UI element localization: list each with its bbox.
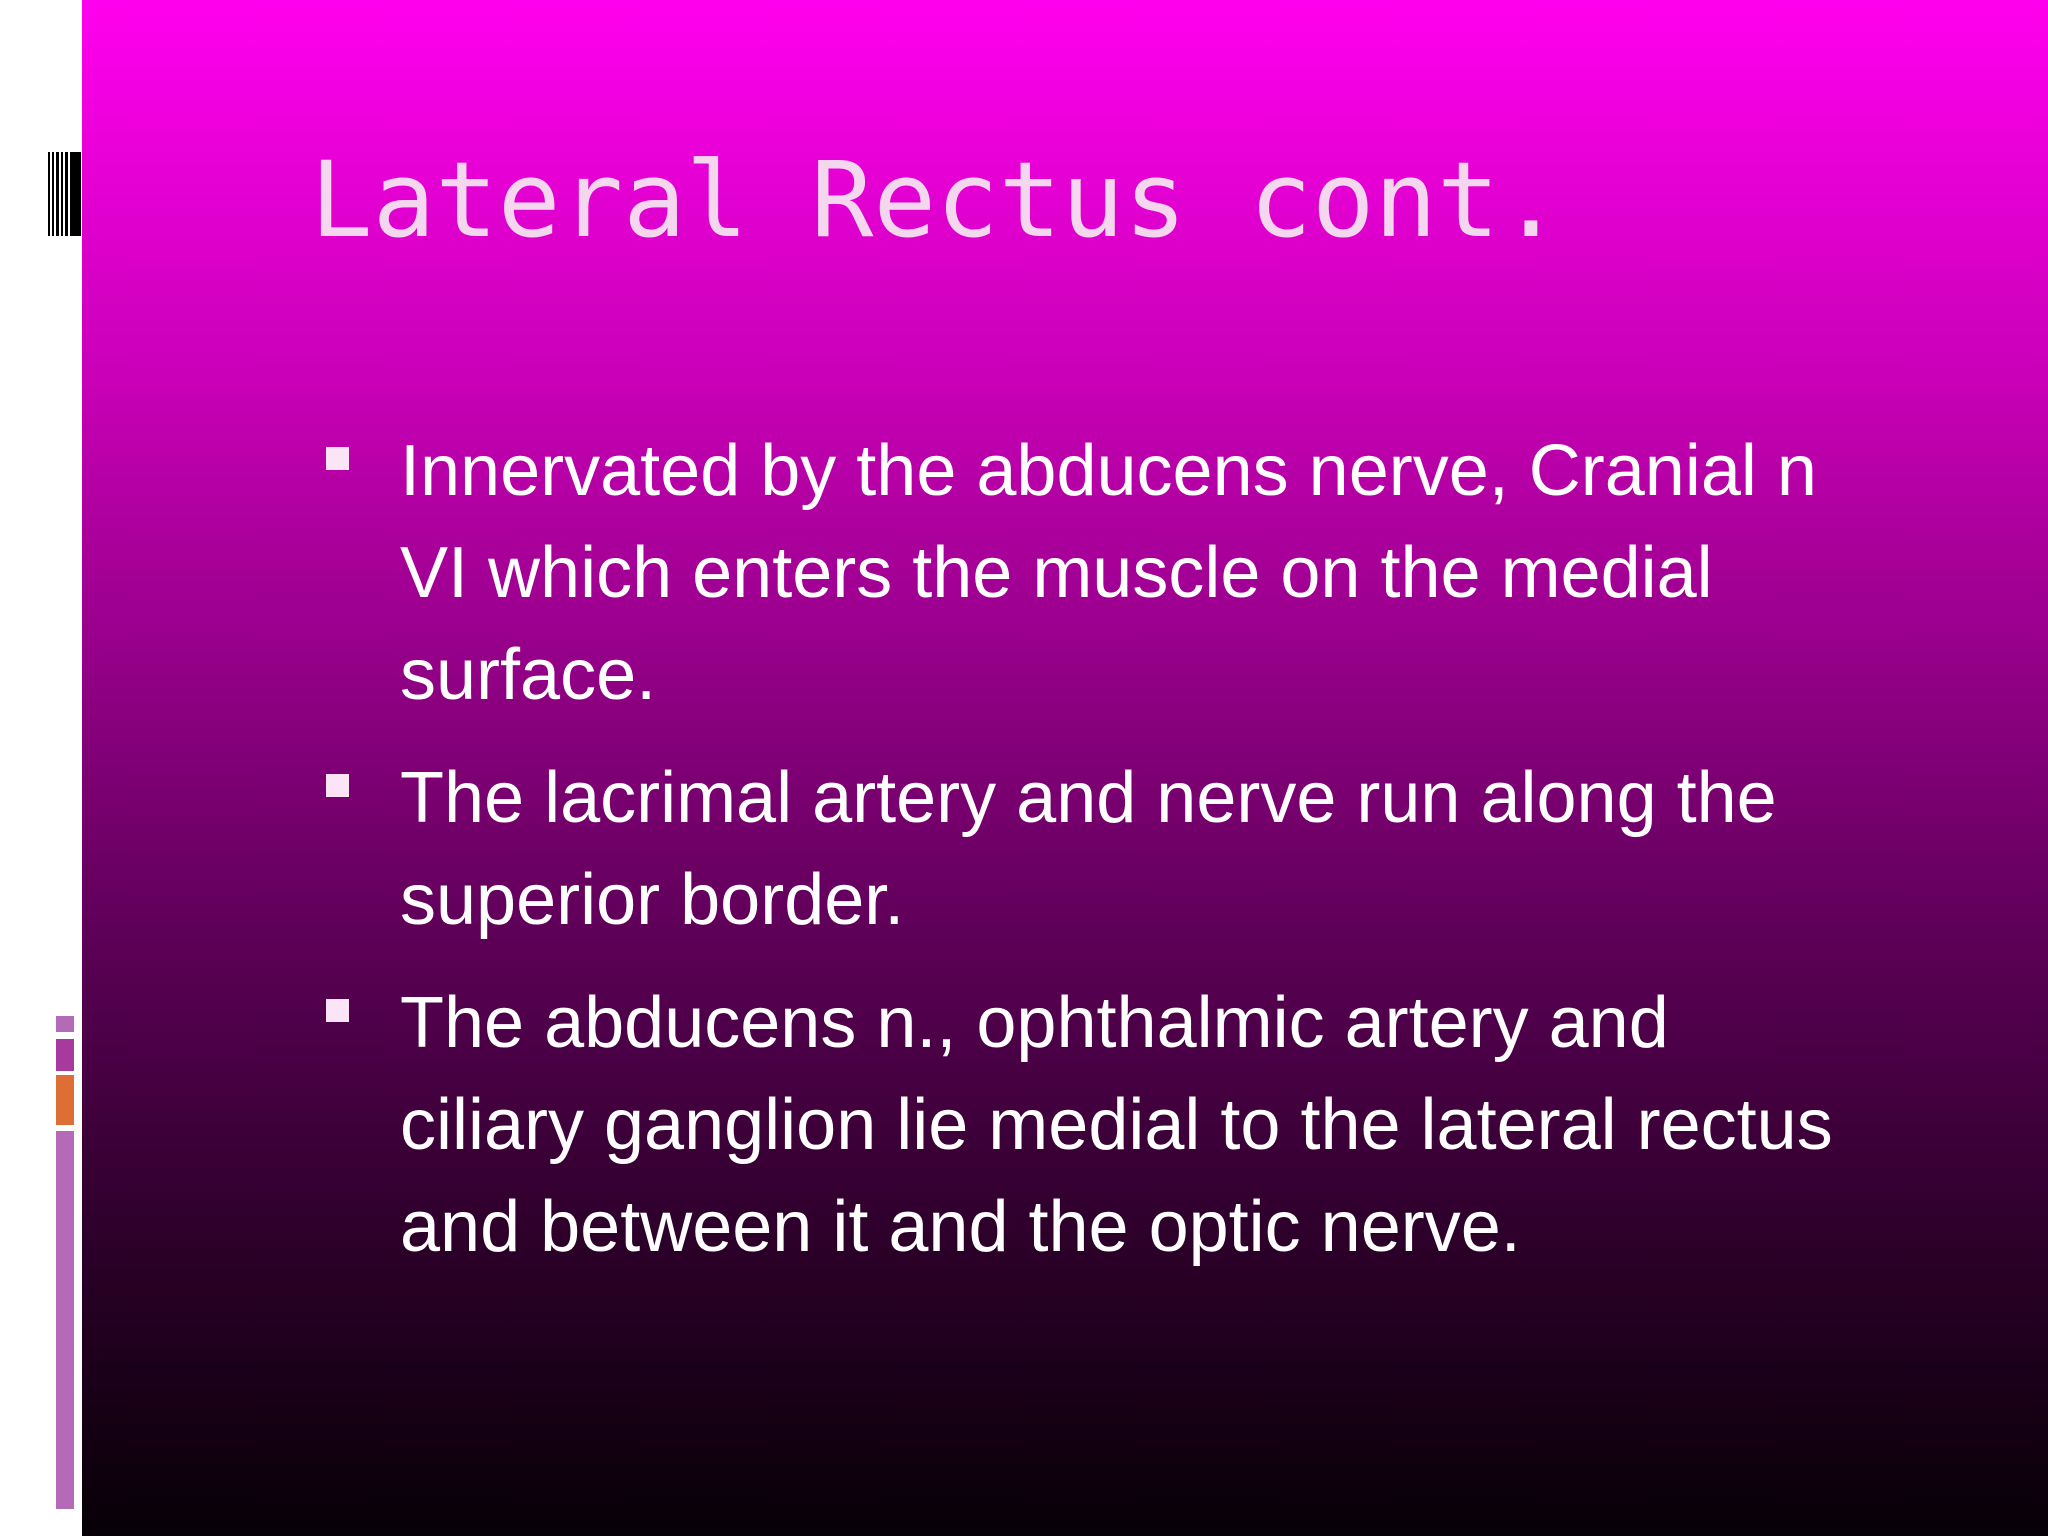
bullet-item [326, 747, 2016, 951]
bullet-text: The abducens n., ophthalmic artery and ciliary ganglion lie medial to the lateral rectus and between it and the optic nerve. [400, 983, 1833, 1267]
square-bullet-icon [326, 447, 349, 470]
bullet-text: The lacrimal artery and nerve run along the superior border. [400, 758, 1777, 940]
accent-bar-orange [56, 1075, 74, 1125]
accent-bar-magenta [56, 1039, 74, 1071]
left-decoration-strip [0, 0, 82, 1536]
bullet-text: Innervated by the abducens nerve, Cranial n VI which enters the muscle on the medial surface. [400, 431, 1817, 715]
square-bullet-icon [326, 999, 349, 1022]
accent-bar-lilac-small [56, 1016, 74, 1032]
slide-title: Lateral Rectus cont. [310, 139, 1563, 261]
bullet-item [326, 420, 2016, 726]
bullet-item [326, 972, 2016, 1278]
accent-bar-lilac-long [56, 1131, 74, 1509]
bullet-list [326, 420, 2016, 1299]
barcode-decoration [48, 152, 81, 236]
slide-content-area [82, 0, 2048, 1536]
square-bullet-icon [326, 774, 349, 797]
